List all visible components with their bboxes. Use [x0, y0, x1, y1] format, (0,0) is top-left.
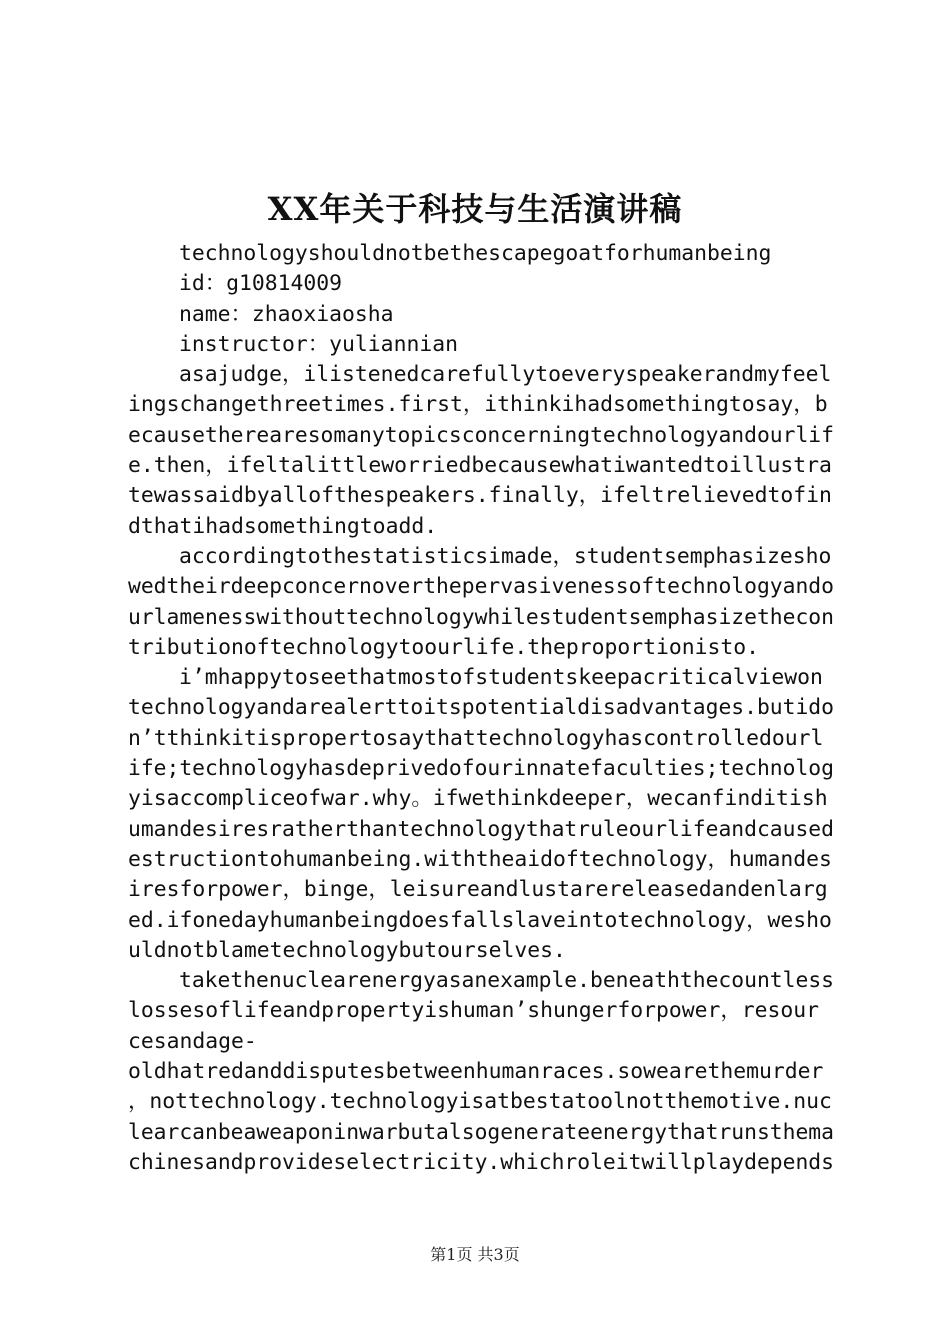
paragraph-line: tewassaidbyallofthespeakers.finally，ifeltrelievedtofin	[128, 483, 832, 509]
paragraph-line: chinesandprovideselectricity.whichroleitwillplaydepends	[128, 1149, 834, 1175]
paragraph-line: asajudge，ilistenedcarefullytoeveryspeakerandmyfeel	[179, 362, 832, 388]
paragraph-line: urlamenesswithouttechnologywhilestudentsemphasizethecon	[128, 604, 834, 630]
paragraph-line: e.then，ifeltalittleworriedbecausewhatiwantedtoillustra	[128, 453, 832, 479]
header-line-name: name：zhaoxiaosha	[179, 301, 394, 327]
paragraph-line: uldnotblametechnologybutourselves.	[128, 937, 566, 963]
paragraph-line: yisaccompliceofwar.why。ifwethinkdeeper，wecanfinditish	[128, 786, 828, 812]
paragraph-line: n’tthinkitispropertosaythattechnologyhascontrolledourl	[128, 725, 824, 751]
paragraph-line: estructiontohumanbeing.withtheaidoftechnology，humandes	[128, 846, 832, 872]
paragraph-line: ed.ifonedayhumanbeingdoesfallslaveintotechnology，wesho	[128, 907, 832, 933]
paragraph-line: accordingtothestatisticsimade，studentsemphasizesho	[179, 543, 832, 569]
page-footer: 第1页 共3页	[430, 1245, 520, 1264]
header-line-id: id：g10814009	[179, 271, 343, 297]
paragraph-line: lossesoflifeandpropertyishuman’shungerforpower，resour	[128, 998, 820, 1024]
paragraph-line: ife;technologyhasdeprivedofourinnatefaculties;technolog	[128, 756, 834, 782]
paragraph-line: umandesiresratherthantechnologythatruleourlifeandcaused	[128, 816, 834, 842]
paragraph-line: ecausetherearesomanytopicsconcerningtechnologyandourlif	[128, 422, 834, 448]
header-line-instructor: instructor：yuliannian	[179, 331, 458, 357]
paragraph-line: cesandage-	[128, 1028, 257, 1054]
header-line-subject: technologyshouldnotbethescapegoatforhumanbeing	[179, 241, 772, 266]
document-body	[128, 239, 834, 1178]
paragraph-line: dthatihadsomethingtoadd.	[128, 513, 438, 539]
paragraph-line: ，nottechnology.technologyisatbestatoolnotthemotive.nuc	[128, 1089, 832, 1115]
paragraph-line: technologyandarealerttoitspotentialdisadvantages.butido	[128, 695, 834, 721]
paragraph-line: oldhatredanddisputesbetweenhumanraces.sowearethemurder	[128, 1059, 824, 1085]
paragraph-line: i’mhappytoseethatmostofstudentskeepacriticalviewon	[179, 665, 823, 691]
paragraph-line: iresforpower，binge，leisureandlustarereleasedandenlarg	[128, 877, 828, 903]
paragraph-line: takethenuclearenergyasanexample.beneaththecountless	[179, 968, 835, 994]
paragraph-line: wedtheirdeepconcernoverthepervasivenessoftechnologyando	[128, 574, 834, 600]
document-title: XX年关于科技与生活演讲稿	[267, 190, 683, 228]
paragraph-line: learcanbeaweaponinwarbutalsogenerateenergythatrunsthema	[128, 1119, 834, 1145]
paragraph-line: ingschangethreetimes.first，ithinkihadsomethingtosay，b	[128, 392, 828, 418]
paragraph-line: tributionoftechnologytoourlife.theproportionisto.	[128, 634, 760, 660]
